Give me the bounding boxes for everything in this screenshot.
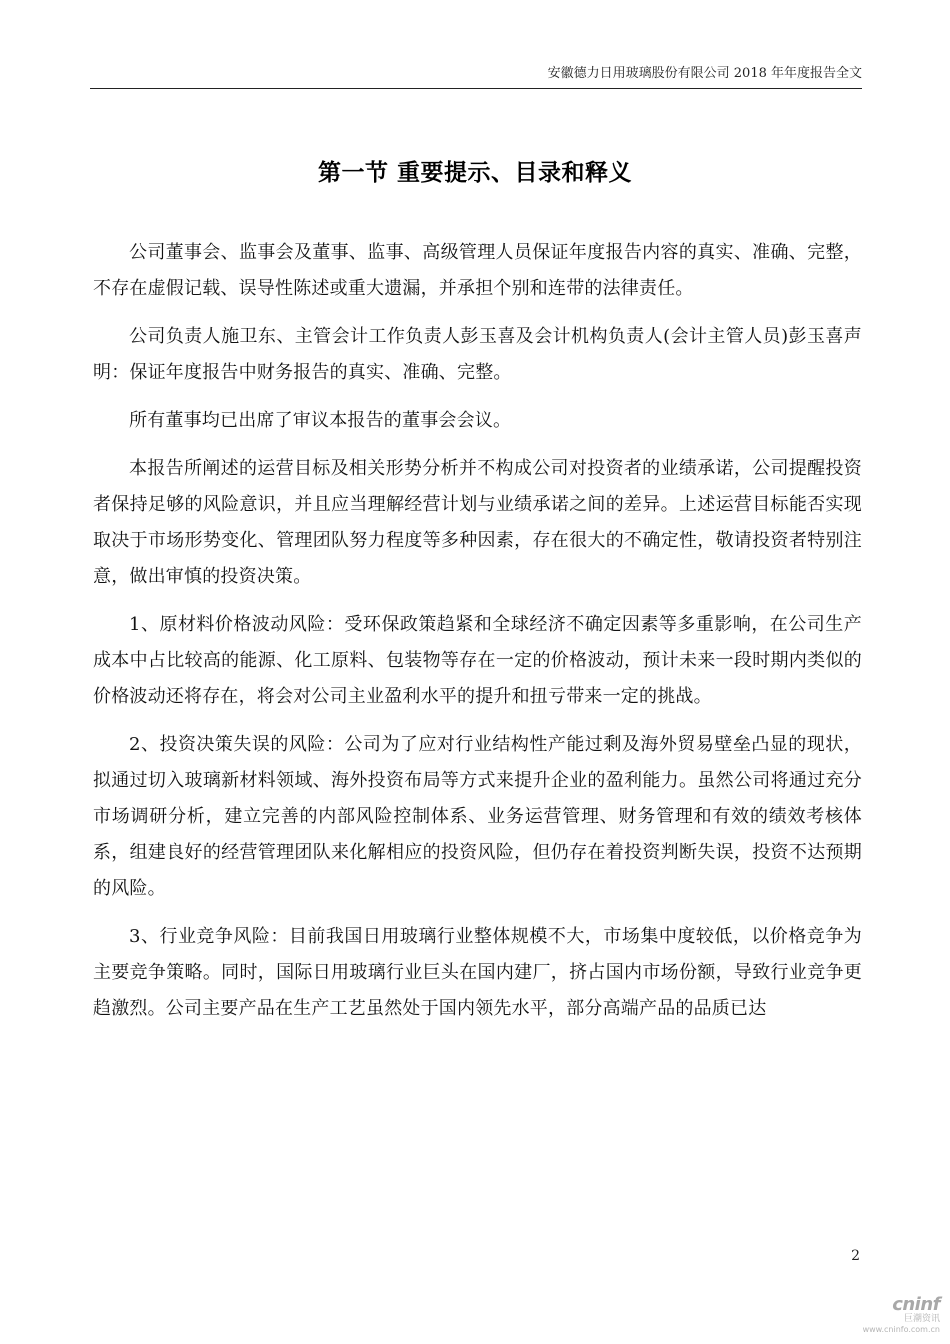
page-number: 2	[851, 1248, 860, 1264]
paragraph-directors-attendance: 所有董事均已出席了审议本报告的董事会会议。	[129, 410, 512, 431]
watermark-logo: cninf	[892, 1294, 940, 1315]
paragraph-risk-raw-materials: 1、原材料价格波动风险：受环保政策趋紧和全球经济不确定因素等多重影响，在公司生产成本中占比较高的能源、化工原料、包装物等存在一定的价格波动，预计未来一段时期内类似的价格波动还将存在，将会对公司主业盈利水平的提升和扭亏带来一定的挑战。	[93, 614, 862, 707]
header-text: 安徽德力日用玻璃股份有限公司 2018 年年度报告全文	[547, 66, 862, 81]
watermark-subtitle: 巨潮资讯	[903, 1314, 940, 1324]
paragraph-risk-investment: 2、投资决策失误的风险：公司为了应对行业结构性产能过剩及海外贸易壁垒凸显的现状，拟通过切入玻璃新材料领域、海外投资布局等方式来提升企业的盈利能力。虽然公司将通过充分市场调研分析，建立完善的内部风险控制体系、业务运营管理、财务管理和有效的绩效考核体系，组建良好的经营管理团队来化解相应的投资风险，但仍存在着投资判断失误，投资不达预期的风险。	[93, 734, 862, 899]
paragraph-risk-competition: 3、行业竞争风险：目前我国日用玻璃行业整体规模不大，市场集中度较低，以价格竞争为主要竞争策略。同时，国际日用玻璃行业巨头在国内建厂，挤占国内市场份额，导致行业竞争更趋激烈。公司主要产品在生产工艺虽然处于国内领先水平，部分高端产品的品质已达	[93, 926, 862, 1019]
watermark-url: www.cninfo.com.cn	[862, 1325, 940, 1334]
paragraph-responsible-persons: 公司负责人施卫东、主管会计工作负责人彭玉喜及会计机构负责人(会计主管人员)彭玉喜声明：保证年度报告中财务报告的真实、准确、完整。	[93, 326, 862, 383]
paragraph-board-statement: 公司董事会、监事会及董事、监事、高级管理人员保证年度报告内容的真实、准确、完整，不存在虚假记载、误导性陈述或重大遗漏，并承担个别和连带的法律责任。	[93, 242, 862, 299]
cninfo-watermark	[858, 1296, 940, 1336]
paragraph-forward-looking: 本报告所阐述的运营目标及相关形势分析并不构成公司对投资者的业绩承诺，公司提醒投资者保持足够的风险意识，并且应当理解经营计划与业绩承诺之间的差异。上述运营目标能否实现取决于市场形势变化、管理团队努力程度等多种因素，存在很大的不确定性，敬请投资者特别注意，做出审慎的投资决策。	[93, 458, 862, 587]
section-title: 第一节 重要提示、目录和释义	[317, 159, 632, 186]
document-body	[93, 235, 862, 1039]
running-header	[90, 64, 862, 89]
